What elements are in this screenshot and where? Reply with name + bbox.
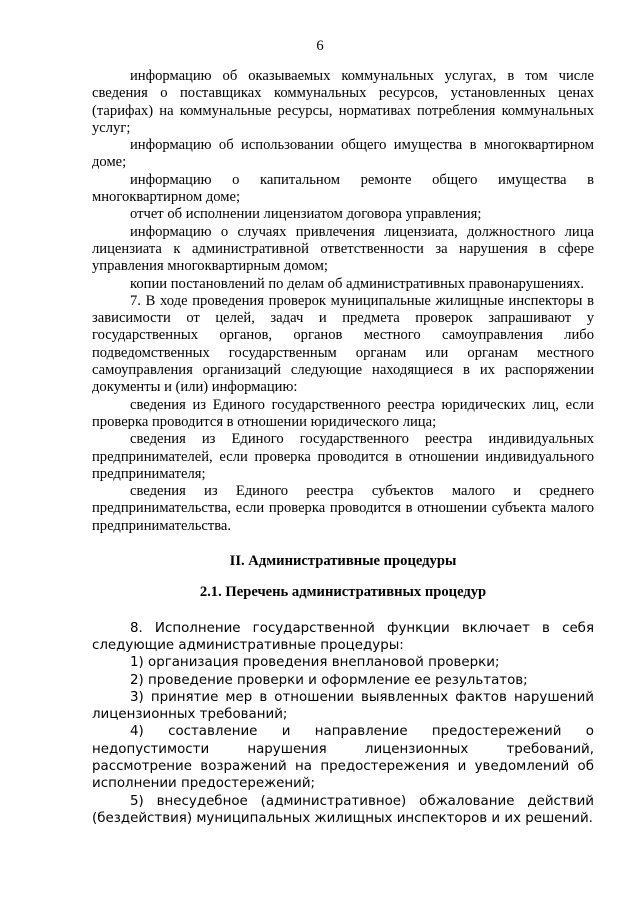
paragraph-common-property: информацию об использовании общего имущества в многоквартирном доме; (92, 137, 594, 171)
document-body (92, 68, 594, 827)
page-number: 6 (316, 38, 324, 54)
paragraph-capital-repair: информацию о капитальном ремонте общего имущества в многоквартирном доме; (92, 171, 594, 206)
paragraph-egrul: сведения из Единого государственного реестра юридических лиц, если проверка проводится в отношении юридического лица; (92, 396, 594, 430)
paragraph-liability-cases: информацию о случаях привлечения лицензиата, должностного лица лицензиата к административной ответственности за нарушения в сфере управления многоквартирным домом; (92, 223, 594, 275)
paragraph-management-report: отчет об исполнении лицензиатом договора управления; (130, 206, 482, 223)
list-intro: 8. Исполнение государственной функции включает в себя следующие административные процедуры: (92, 620, 594, 653)
subsection-heading: 2.1. Перечень административных процедур (199, 584, 487, 601)
section-heading: II. Административные процедуры (229, 553, 457, 570)
list-item: 4) составление и направление предостережений о недопустимости нарушения лицензионных требований, рассмотрение возражений на предостережения и уведомлений об исполнении предостережений; (92, 724, 594, 792)
paragraph-resolutions-copies: копии постановлений по делам об административных правонарушениях. (130, 275, 585, 292)
list-item: 5) внесудебное (административное) обжалование действий (бездействия) муниципальных жилищных инспекторов и их решений. (92, 793, 594, 826)
procedures-list (92, 620, 594, 828)
list-item: 2) проведение проверки и оформление ее результатов; (130, 672, 528, 688)
list-item: 1) организация проведения внеплановой проверки; (130, 655, 500, 671)
paragraph-sme-registry: сведения из Единого реестра субъектов малого и среднего предпринимательства, если проверка проводится в отношении субъекта малого предпринимательства. (92, 483, 594, 534)
paragraph-egrip: сведения из Единого государственного реестра индивидуальных предпринимателей, если проверка проводится в отношении индивидуального предпринимателя; (92, 431, 594, 482)
paragraph-utilities-info: информацию об оказываемых коммунальных услугах, в том числе сведения о поставщиках коммунальных ресурсов, установленных ценах (тарифах) на коммунальные ресурсы, нормативах потребления коммунальных услуг; (92, 68, 594, 136)
paragraph-item-7: 7. В ходе проведения проверок муниципальные жилищные инспекторы в зависимости от целей, задач и предмета проверок запрашивают у государственных органов, органов местного самоуправления либо подведомственных государственным органам или органам местного самоуправления организаций следующие находящиеся в их распоряжении документы и (или) информацию: (92, 292, 594, 396)
list-item: 3) принятие мер в отношении выявленных фактов нарушений лицензионных требований; (92, 689, 594, 723)
